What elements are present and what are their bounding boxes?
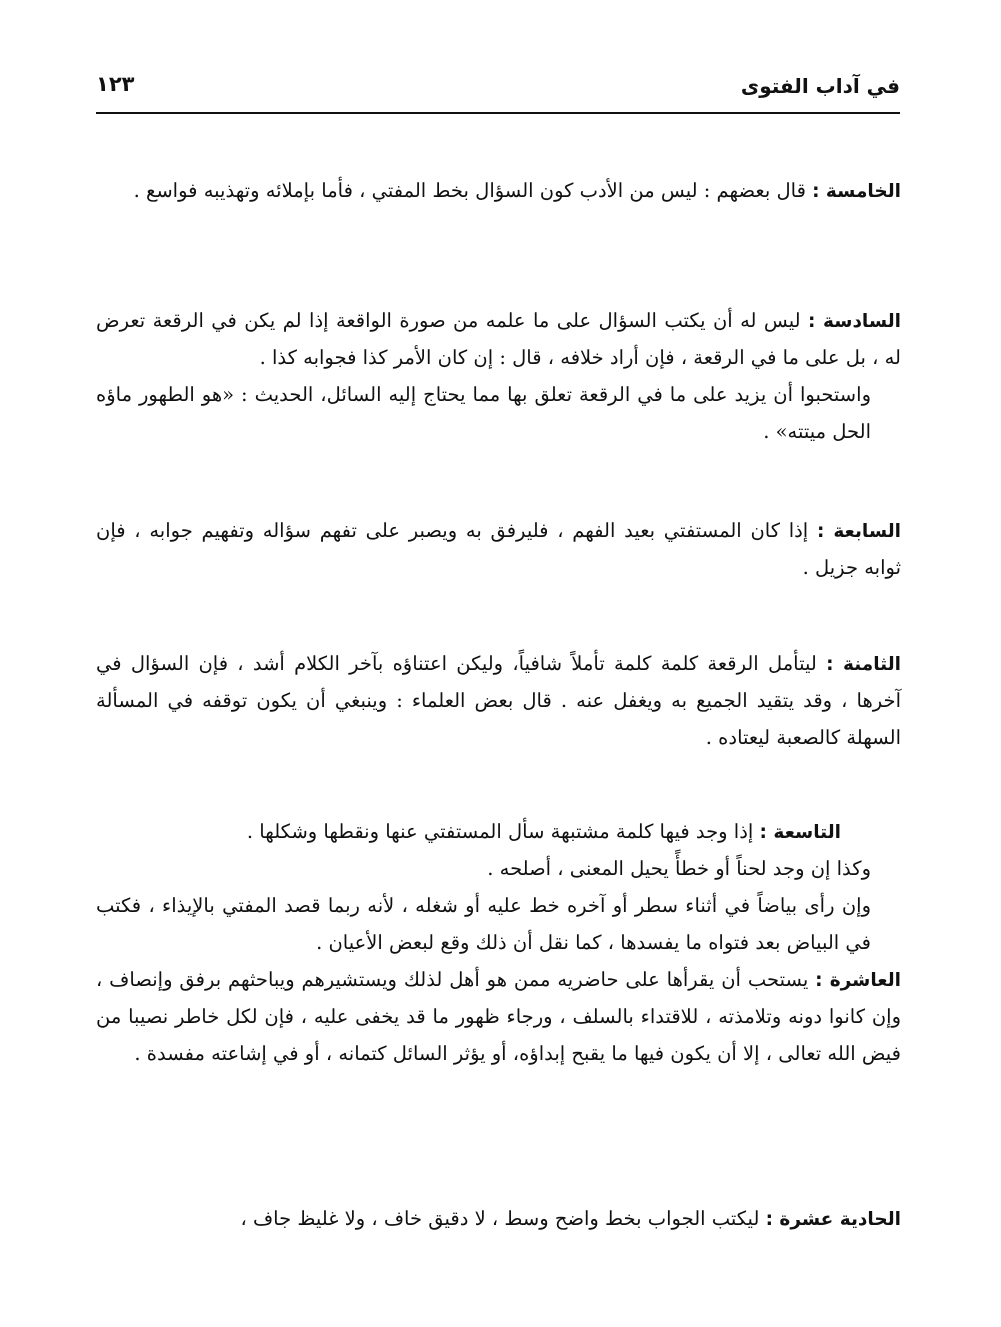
paragraph-sixth — [96, 302, 901, 450]
running-header — [96, 68, 900, 114]
paragraph-lead: الخامسة : — [812, 181, 901, 202]
running-title: في آداب الفتوى — [740, 74, 900, 98]
paragraph-fifth — [96, 172, 901, 209]
paragraph-lead: الحادية عشرة : — [765, 1209, 901, 1230]
paragraph-ninth-tenth — [96, 813, 901, 1073]
paragraph-text: قال بعضهم : ليس من الأدب كون السؤال بخط المفتي ، فأما بإملائه وتهذيبه فواسع . — [133, 179, 813, 202]
paragraph-continuation: واستحبوا أن يزيد على ما في الرقعة تعلق بها مما يحتاج إليه السائل، الحديث : «هو الطهور ماؤه الحل ميتته» . — [96, 383, 871, 444]
paragraph-text: ليكتب الجواب بخط واضح وسط ، لا دقيق خاف ، ولا غليظ جاف ، — [240, 1207, 766, 1230]
paragraph-lead: التاسعة : — [759, 822, 841, 843]
paragraph-text: يستحب أن يقرأها على حاضريه ممن هو أهل لذلك ويستشيرهم ويباحثهم برفق وإنصاف ، وإن كانوا دونه وتلامذته ، للاقتداء بالسلف ، ورجاء ظهور ما قد يخفى عليه ، فإن لكل خاطر نصيبا من فيض الله تعالى ، إلا أن يكون فيها ما يقبح إبداؤه، أو يؤثر السائل كتمانه ، أو في إشاعته مفسدة . — [96, 968, 901, 1066]
paragraph-eleventh — [96, 1200, 901, 1237]
paragraph-continuation: وإن رأى بياضاً في أثناء سطر أو آخره خط عليه أو شغله ، لأنه ربما قصد المفتي بالإيذاء ، فكتب في البياض بعد فتواه ما يفسدها ، كما نقل أن ذلك وقع لبعض الأعيان . — [96, 894, 871, 955]
paragraph-text: إذا كان المستفتي بعيد الفهم ، فليرفق به ويصبر على تفهم سؤاله وتفهيم جوابه ، فإن ثوابه جزيل . — [96, 519, 901, 580]
paragraph-seventh — [96, 512, 901, 586]
paragraph-lead: السابعة : — [816, 521, 901, 542]
paragraph-continuation: وكذا إن وجد لحناً أو خطأً يحيل المعنى ، أصلحه . — [487, 857, 871, 881]
paragraph-text: إذا وجد فيها كلمة مشتبهة سأل المستفتي عنها ونقطها وشكلها . — [246, 820, 760, 843]
paragraph-lead: السادسة : — [807, 311, 901, 332]
paragraph-eighth — [96, 645, 901, 756]
paragraph-lead: الثامنة : — [826, 654, 901, 675]
paragraph-lead: العاشرة : — [815, 970, 901, 992]
page-number: ١٢٣ — [96, 72, 135, 96]
paragraph-text: ليس له أن يكتب السؤال على ما علمه من صورة الواقعة إذا لم يكن في الرقعة تعرض له ، بل على ما في الرقعة ، فإن أراد خلافه ، قال : إن كان الأمر كذا فجوابه كذا . — [96, 309, 901, 370]
paragraph-text: ليتأمل الرقعة كلمة كلمة تأملاً شافياً، وليكن اعتناؤه بآخر الكلام أشد ، فإن السؤال في آخرها ، وقد يتقيد الجميع به ويغفل عنه . قال بعض العلماء : وينبغي أن يكون توقفه في المسألة السهلة كالصعبة ليعتاده . — [96, 652, 901, 750]
